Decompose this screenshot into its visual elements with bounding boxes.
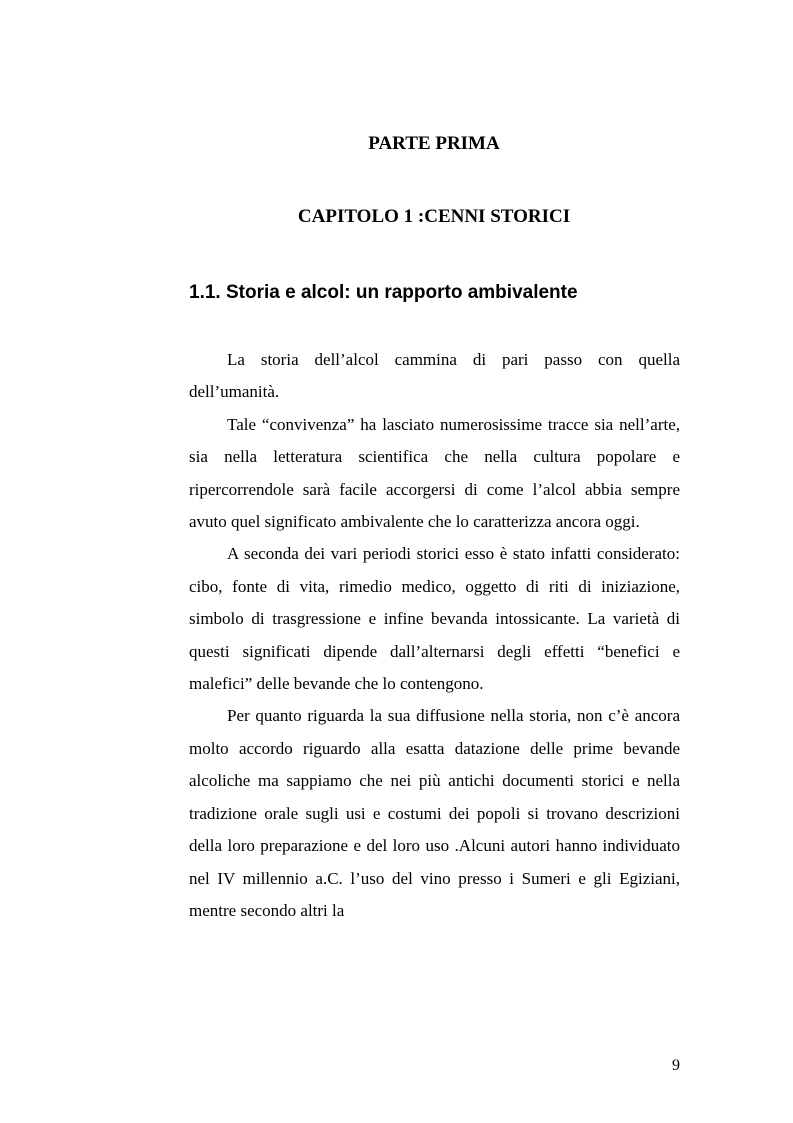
paragraph: Per quanto riguarda la sua diffusione nella storia, non c’è ancora molto accordo riguardo alla esatta datazione delle prime bevande alcoliche ma sappiamo che nei più antichi documenti storici e nella tradizione orale sugli usi e costumi dei popoli si trovano descrizioni della loro preparazione e del loro uso .Alcuni autori hanno individuato nel IV millennio a.C. l’uso del vino presso i Sumeri e gli Egiziani, mentre secondo altri la <box>189 706 680 920</box>
paragraph: La storia dell’alcol cammina di pari passo con quella dell’umanità. <box>189 350 680 402</box>
chapter-title: CAPITOLO 1 :CENNI STORICI <box>297 206 571 227</box>
part-title: PARTE PRIMA <box>368 133 500 154</box>
page-number: 9 <box>672 1057 680 1074</box>
body-text <box>189 344 680 927</box>
section-title: 1.1. Storia e alcol: un rapporto ambivalente <box>189 282 578 303</box>
paragraph: A seconda dei vari periodi storici esso è stato infatti considerato: cibo, fonte di vita, rimedio medico, oggetto di riti di iniziazione, simbolo di trasgressione e infine bevanda intossicante. La varietà di questi significati dipende dall’alternarsi degli effetti “benefici e malefici” delle bevande che lo contengono. <box>189 544 680 694</box>
paragraph: Tale “convivenza” ha lasciato numerosissime tracce sia nell’arte, sia nella letteratura scientifica che nella cultura popolare e ripercorrendole sarà facile accorgersi di come l’alcol abbia sempre avuto quel significato ambivalente che lo caratterizza ancora oggi. <box>189 414 680 532</box>
